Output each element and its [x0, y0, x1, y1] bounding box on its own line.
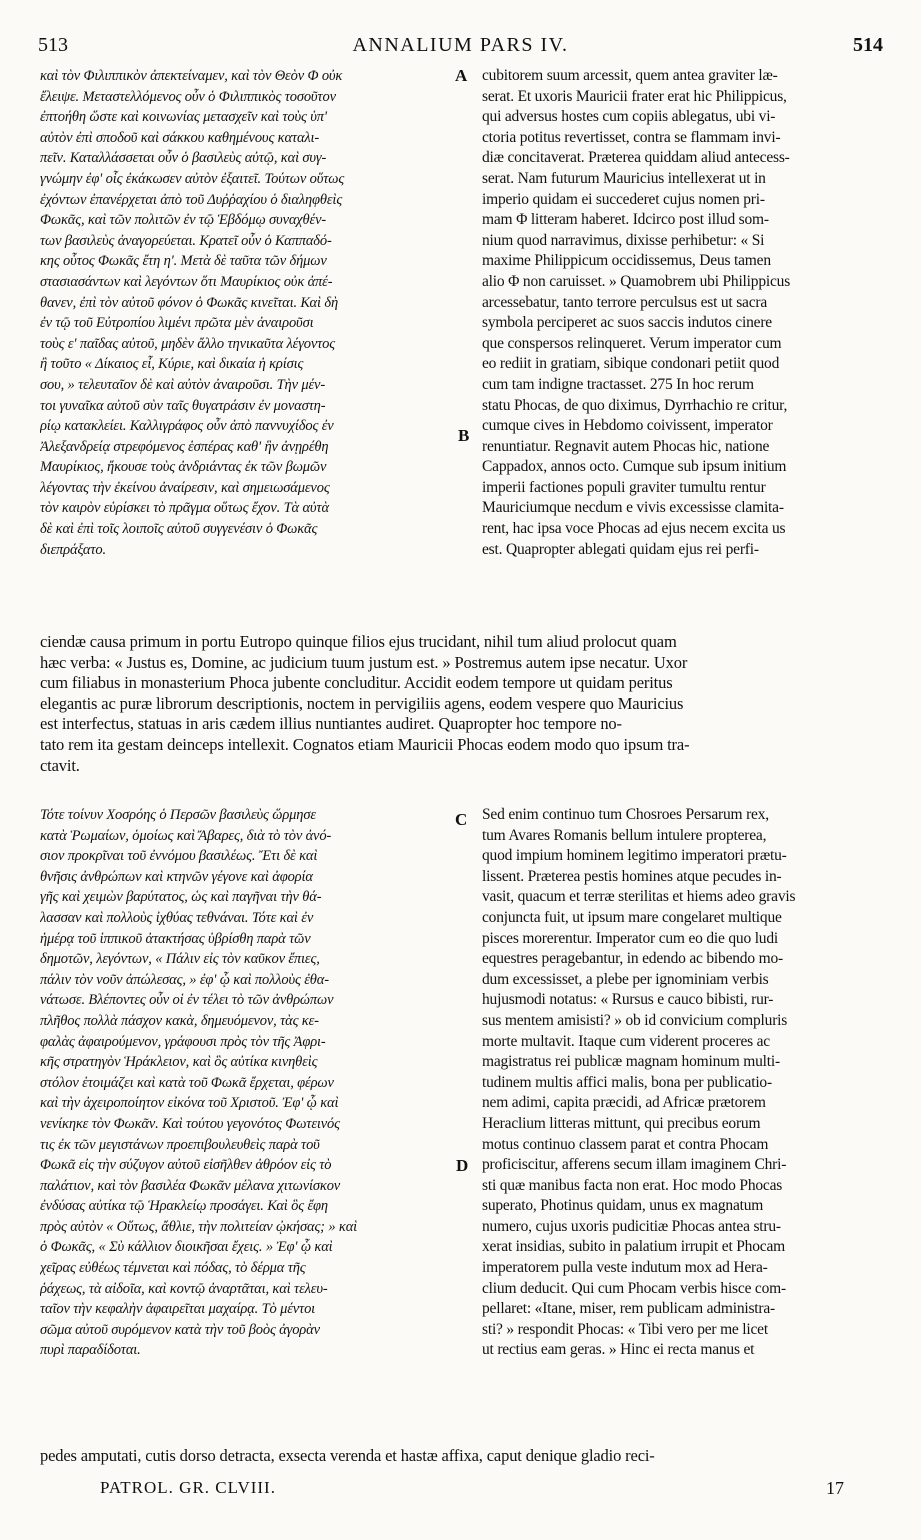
text-line: motus continuo classem parat et contra Phocam [482, 1135, 769, 1153]
text-line: ἐν τῷ τοῦ Εὐτροπίου λιμένι πρῶτα μὲν ἀναιροῦσι [40, 315, 314, 332]
text-line: των βασιλεὺς ἀναγορεύεται. Κρατεῖ οὖν ὁ Καππαδό- [40, 232, 332, 249]
section-marker-d: D [456, 1156, 469, 1175]
text-line: Heraclium litteras mittunt, qui precibus eorum [482, 1114, 761, 1132]
footer-series: PATROL. GR. CLVIII. [100, 1478, 276, 1497]
text-line: κῆς στρατηγὸν Ἡράκλειον, καὶ ὃς αὐτίκα κινηθεὶς [40, 1054, 318, 1071]
text-line: est interfectus, statuas in aris cædem illius nuntiantes audiret. Quapropter hoc tempore no- [40, 714, 622, 734]
text-line: καὶ τὸν Φιλιππικὸν ἀπεκτείναμεν, καὶ τὸν Θεὸν Φ οὐκ [40, 68, 343, 84]
text-line: tato rem ita gestam deinceps intellexit. Cognatos etiam Mauricii Phocas eodem modo quo ipsum tra- [40, 734, 690, 754]
text-line: καὶ τὴν ἀχειροποίητον εἰκόνα τοῦ Χριστοῦ. Ἐφ' ᾧ καὶ [40, 1095, 339, 1112]
text-line: sus mentem amisisti? » ob id convicium compluris [482, 1011, 788, 1029]
text-line: χεῖρας εὐθέως τέμνεται καὶ πόδας, τὸ δέρμα τῆς [40, 1260, 306, 1277]
text-line: serat. Nam futurum Mauricius intellexerat ut in [482, 169, 766, 187]
text-line: Μαυρίκιος, ἤκουσε τοὺς ἀνδριάντας ἐκ τῶν βωμῶν [40, 459, 327, 476]
footer-signature-mark: 17 [826, 1478, 844, 1498]
text-line: qui adversus hostes cum copiis ablegatus, ubi vi- [482, 108, 776, 126]
text-line: pisces morerentur. Imperator cum eo die quo ludi [482, 929, 779, 947]
text-line: imperio quidam ei succederet cujus nomen pri- [482, 190, 765, 208]
text-line: ταῖον τὴν κεφαλὴν ἀφαιρεῖται μαχαίρᾳ. Τὸ μέντοι [40, 1301, 316, 1318]
text-line: ciendæ causa primum in portu Eutropo quinque filios ejus trucidant, nihil tum aliud prolocut quam [40, 632, 677, 651]
text-line: λασσαν καὶ πολλοὺς ἰχθύας τεθνάναι. Τότε καὶ ἐν [40, 909, 314, 926]
text-line: γῆς καὶ χειμὼν βαρύτατος, ὡς καὶ παγῆναι τὴν θά- [40, 889, 322, 906]
text-line: στόλον ἑτοιμάζει καὶ κατὰ τοῦ Φωκᾶ ἔρχεται, φέρων [40, 1074, 334, 1091]
text-line: hæc verba: « Justus es, Domine, ac judicium tuum justum est. » Postremus autem ipse necatur. Uxor [40, 652, 688, 672]
text-line: Τότε τοίνυν Χοσρόης ὁ Περσῶν βασιλεὺς ὥρμησε [40, 807, 316, 823]
text-line: ctavit. [40, 755, 80, 775]
text-line: statu Phocas, de quo diximus, Dyrrhachio re critur, [482, 396, 788, 414]
text-line: clium deducit. Qui cum Phocam verbis hisce com- [482, 1279, 786, 1297]
text-line: alio Φ non caruisset. » Quamobrem ubi Philippicus [482, 272, 791, 290]
text-line: hujusmodi notatus: « Rursus e cauco bibisti, rur- [482, 991, 774, 1009]
text-line: cum tam indigne tractasset. 275 In hoc rerum [482, 375, 754, 393]
text-line: rent, hac ipsa voce Phocas ad ejus necem excita us [482, 520, 786, 538]
text-line: serat. Et uxoris Mauricii frater erat hic Philippicus, [482, 87, 787, 105]
text-line: que conspersos relinqueret. Verum imperator cum [482, 334, 782, 352]
text-line: σου, » τελευταῖον δὲ καὶ αὐτὸν ἀναιροῦσι. Τὴν μέν- [40, 376, 325, 393]
text-line: πλῆθος πολλὰ πάσχον κακὰ, δημευόμενον, τὰς κε- [40, 1012, 319, 1029]
text-line: ctoria potitus revertisset, contra se flammam invi- [482, 128, 781, 146]
text-line: θανεν, ἐπὶ τὸν αὐτοῦ φόνον ὁ Φωκᾶς κινεῖται. Καὶ δὴ [40, 294, 338, 311]
text-line: proficiscitur, afferens secum illam imaginem Chri- [482, 1156, 787, 1174]
text-line: sti quæ manibus facta non erat. Hoc modo Phocas [482, 1176, 783, 1194]
text-line: lissent. Præterea pestis homines atque pecudes in- [482, 867, 782, 885]
text-line: παλάτιον, καὶ τὸν βασιλέα Φωκᾶν μέλανα χιτωνίσκον [40, 1177, 341, 1194]
text-line: πάλιν τὸν νοῦν ἀπώλεσας, » ἐφ' ᾧ καὶ πολλοὺς ἐθα- [40, 971, 329, 988]
text-line: πεῖν. Καταλλάσσεται οὖν ὁ βασιλεὺς αὐτῷ, καὶ συγ- [40, 150, 327, 167]
text-line: τις ἐκ τῶν μεγιστάνων προεπιβουλευθεὶς παρὰ τοῦ [40, 1136, 320, 1153]
greek-column-section2 [40, 805, 453, 1361]
page-number-right: 514 [853, 34, 883, 56]
text-line: πρὸς αὐτὸν « Οὕτως, ἄθλιε, τὴν πολιτείαν ᾠκήσας; » καὶ [40, 1218, 358, 1235]
text-line: δὲ καὶ ἐπὶ τοῖς λοιποῖς αὐτοῦ συγγενέσιν ὁ Φωκᾶς [40, 521, 318, 538]
text-line: conjuncta fuit, ut ipsum mare congelaret multique [482, 908, 782, 926]
text-line: dum excessisset, a plebe per ignominiam verbis [482, 970, 769, 988]
text-line: Cappadox, annos octo. Cumque sub ipsum initium [482, 458, 787, 476]
text-line: xerat insidias, subito in palatium irrupit et Phocam [482, 1238, 785, 1256]
text-line: arcessebatur, tanto terrore perculsus est ut sacra [482, 293, 768, 311]
text-line: renuntiatur. Regnavit autem Phocas hic, natione [482, 437, 770, 455]
text-line: Ἀλεξανδρείᾳ στρεφόμενος ἑσπέρας καθ' ἣν ἀνῃρέθη [40, 438, 329, 455]
text-line: σῶμα αὐτοῦ συρόμενον κατὰ τὴν τοῦ βοὸς ἀγορὰν [40, 1321, 320, 1338]
text-line: eo rediit in gratiam, sibique condonari petiit quod [482, 355, 780, 373]
text-line: τοὺς ε' παῖδας αὐτοῦ, μηδὲν ἄλλο τηνικαῦτα λέγοντος [40, 335, 336, 352]
text-line: numero, cujus uxoris pudicitiæ Phocas antea stru- [482, 1217, 781, 1235]
text-line: θνῆσις ἀνθρώπων καὶ κτηνῶν γέγονε καὶ ἀφορία [40, 868, 313, 885]
text-line: pedes amputati, cutis dorso detracta, exsecta verenda et hastæ affixa, caput denique gladio reci- [40, 1446, 655, 1465]
text-line: φαλὰς ἀφαιρούμενον, γράφουσι πρὸς τὸν τῆς Ἀφρι- [40, 1033, 326, 1050]
running-header [0, 34, 921, 58]
section-marker-b: B [458, 426, 470, 445]
text-line: vasit, quacum et terræ sterilitas et hiems adeo gravis [482, 888, 796, 906]
text-line: ἐπτοήθη ὥστε καὶ κοινωνίας μετασχεῖν καὶ τοὺς ὑπ' [40, 109, 327, 126]
text-line: cum filiabus in monasterium Phoca jubente concluditur. Accidit eodem tempore ut quidam peritus [40, 673, 673, 693]
text-line: ἐνδύσας αὐτίκα τῷ Ἡρακλείῳ προσάγει. Καὶ ὃς ἔφη [40, 1198, 328, 1215]
text-line: τὸν καιρὸν εὑρίσκει τὸ πρᾶγμα οὕτως ἔχον. Τὰ αὐτὰ [40, 500, 329, 517]
latin-column-section1 [482, 66, 882, 560]
text-line: κατὰ Ῥωμαίων, ὁμοίως καὶ Ἄβαρες, διὰ τὸ τὸν ἀνό- [40, 827, 332, 844]
text-line: κης οὗτος Φωκᾶς ἔτη η'. Μετὰ δὲ ταῦτα τῶν δήμων [40, 253, 327, 270]
greek-column-section1 [40, 66, 453, 560]
text-line: quod impium hominem legitimo imperatori prætu- [482, 847, 787, 865]
text-line: ἔλειψε. Μεταστελλόμενος οὖν ὁ Φιλιππικὸς τοσοῦτον [40, 88, 336, 105]
text-line: sti? » respondit Phocas: « Tibi vero per me licet [482, 1320, 768, 1338]
text-line: ὁ Φωκᾶς, « Σὺ κάλλιον διοικῆσαι ἔχεις. » Ἐφ' ᾧ καὶ [40, 1239, 333, 1256]
text-line: tudinem multis affici malis, bona per publicatio- [482, 1073, 772, 1091]
text-line: δημοτῶν, λεγόντων, « Πάλιν εἰς τὸν καῦκον ἔπιες, [40, 951, 320, 968]
text-line: symbola perciperet ac suos saccis indutos cinere [482, 314, 772, 332]
text-line: τοι γυναῖκα αὐτοῦ σὺν ταῖς θυγατράσιν ἐν μοναστη- [40, 397, 326, 414]
text-line: Sed enim continuo tum Chosroes Persarum rex, [482, 806, 769, 823]
text-line: maxime Philippicum occidissemus, Deus tamen [482, 252, 771, 270]
running-title: ANNALIUM PARS IV. [352, 34, 569, 56]
text-line: cumque cives in Hebdomo coivissent, imperator [482, 417, 773, 435]
text-line: λέγοντας τὴν ἐκείνου ἀναίρεσιν, καὶ σημειωσάμενος [40, 479, 330, 496]
text-line: διεπράξατο. [40, 541, 106, 558]
final-line [40, 1446, 882, 1467]
text-line: νάτωσε. Βλέποντες οὖν οἱ ἐν τέλει τὸ τῶν ἀνθρώπων [40, 992, 334, 1009]
text-line: morte multavit. Itaque cum viderent proceres ac [482, 1032, 770, 1050]
text-line: ῥάχεως, τὰ αἰδοῖα, καὶ κοντῷ ἀναρτᾶται, καὶ τελευ- [40, 1280, 328, 1297]
text-line: imperii factiones populi graviter tumultu rentur [482, 478, 766, 496]
text-line: γνώμην ἐφ' οἷς ἐκάκωσεν αὐτὸν ἐξαιτεῖ. Τούτων οὕτως [40, 170, 345, 187]
text-line: Mauriciumque necdum e vivis excessisse clamita- [482, 499, 784, 517]
text-line: imperatorem pulla veste indutum mox ad Hera- [482, 1259, 768, 1277]
text-line: superato, Photinus quidam, unus ex magnatum [482, 1197, 764, 1215]
text-line: πυρὶ παραδίδοται. [40, 1342, 141, 1359]
page-number-left: 513 [38, 34, 68, 56]
text-line: ut rectius eam geras. » Hinc ei recta manus et [482, 1341, 755, 1359]
fullwidth-paragraph [40, 632, 882, 776]
section-marker-c: C [455, 810, 468, 829]
text-line: ἐχόντων ἐπανέρχεται ἀπὸ τοῦ Δυῤῥαχίου ὁ διαληφθεὶς [40, 191, 343, 208]
section-marker-a: A [455, 66, 468, 85]
text-line: σιον προκρῖναι τοῦ ἐννόμου βασιλέως. Ἔτι δὲ καὶ [40, 848, 318, 865]
text-line: tum Avares Romanis bellum intulere propterea, [482, 826, 767, 844]
text-line: ἡμέρᾳ τοῦ ἱππικοῦ ἀτακτήσας ὑβρίσθη παρὰ τῶν [40, 930, 311, 947]
text-line: nium quod narravimus, dixisse perhibetur: « Si [482, 231, 765, 249]
text-line: αὐτὸν ἐπὶ σποδοῦ καὶ σάκκου καθημένους καταλι- [40, 129, 320, 146]
text-line: cubitorem suum arcessit, quem antea graviter læ- [482, 67, 778, 84]
text-line: equestres peragebantur, in edendo ac bibendo mo- [482, 950, 783, 968]
text-line: ἢ τοῦτο « Δίκαιος εἶ, Κύριε, καὶ δικαία ἡ κρίσις [40, 356, 304, 373]
text-line: elegantis ac puræ librorum descriptionis, noctem in pervigiliis agens, eodem vespere quo Mauricius [40, 693, 684, 713]
text-line: Φωκᾶς, καὶ τῶν πολιτῶν ἐν τῷ Ἑβδόμῳ συναχθέν- [40, 212, 327, 229]
text-line: mam Φ litteram haberet. Idcirco post illud som- [482, 211, 769, 229]
text-line: Φωκᾶ εἰς τὴν σύζυγον αὐτοῦ εἰσῆλθεν ἀθρόον εἰς τὸ [40, 1157, 332, 1174]
text-line: magistratus rei publicæ magnam hominum multi- [482, 1053, 780, 1071]
text-line: στασιασάντων καὶ λεγόντων ὅτι Μαυρίκιος οὐκ ἀπέ- [40, 273, 333, 290]
text-line: diæ concitaverat. Præterea quiddam aliud antecess- [482, 149, 790, 167]
latin-column-section2 [482, 805, 882, 1361]
text-line: pellaret: «Itane, miser, rem publicam administra- [482, 1300, 776, 1318]
text-line: nem adimi, capita præcidi, ad Africæ prætorem [482, 1094, 766, 1112]
text-line: νενίκηκε τὸν Φωκᾶν. Καὶ τούτου γεγονότος Φωτεινός [40, 1115, 340, 1132]
text-line: est. Quapropter ablegati quidam ejus rei perfi- [482, 540, 759, 558]
text-line: ρίῳ κατακλείει. Καλλιγράφος οὖν ἀπὸ παννυχίδος ἐν [40, 418, 334, 435]
